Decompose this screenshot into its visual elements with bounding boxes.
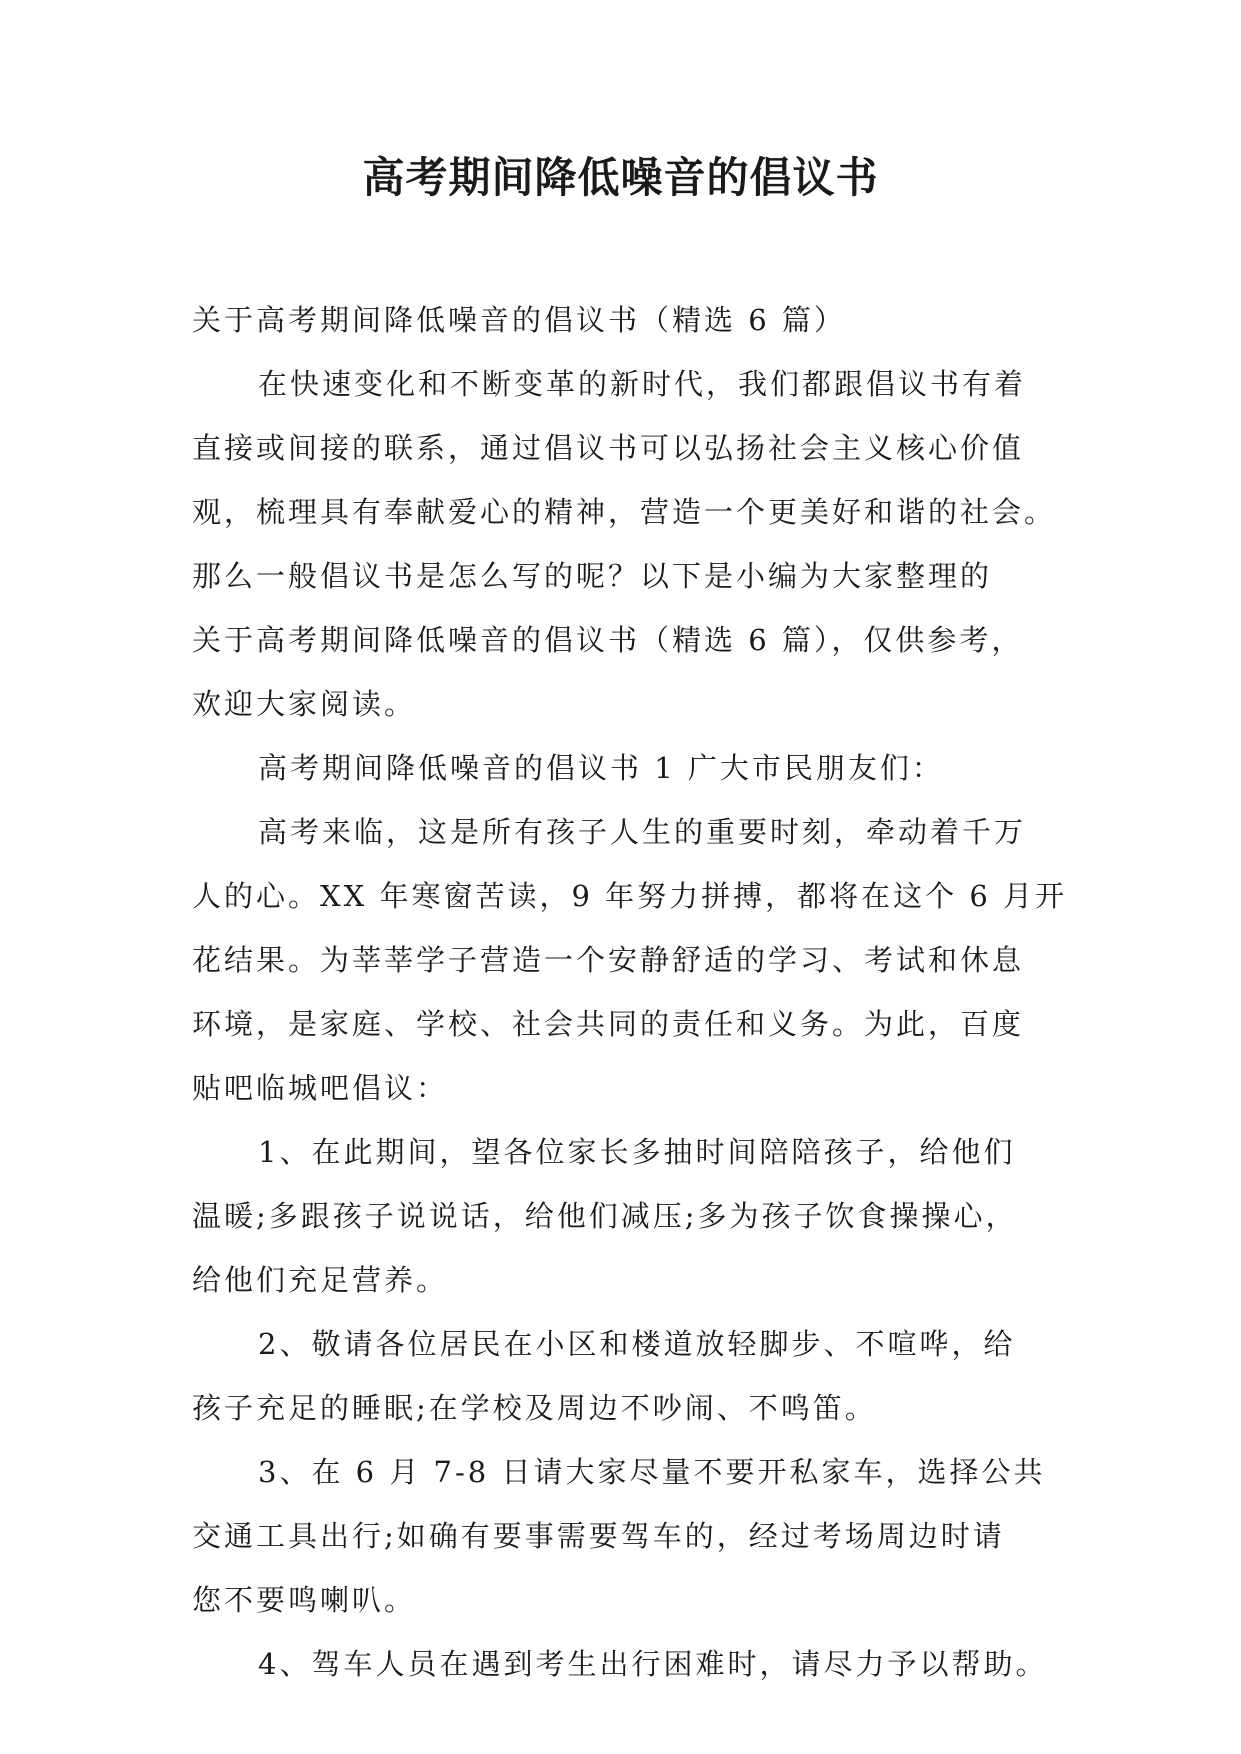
text-line: 您不要鸣喇叭。	[192, 1583, 417, 1617]
text-line: 花结果。为莘莘学子营造一个安静舒适的学习、考试和休息	[192, 943, 1025, 977]
text-line: 1、在此期间，望各位家长多抽时间陪陪孩子，给他们	[258, 1135, 1016, 1169]
text-line: 直接或间接的联系，通过倡议书可以弘扬社会主义核心价值	[192, 431, 1025, 465]
text-line: 人的心。XX 年寒窗苦读，9 年努力拼搏，都将在这个 6 月开	[192, 879, 1068, 913]
text-line: 孩子充足的睡眠;在学校及周边不吵闹、不鸣笛。	[192, 1391, 877, 1425]
text-line: 2、敬请各位居民在小区和楼道放轻脚步、不喧哗，给	[258, 1327, 1016, 1361]
text-line: 关于高考期间降低噪音的倡议书（精选 6 篇），仅供参考，	[192, 623, 1024, 657]
text-line: 观，梳理具有奉献爱心的精神，营造一个更美好和谐的社会。	[192, 495, 1057, 529]
text-line: 环境，是家庭、学校、社会共同的责任和义务。为此，百度	[192, 1007, 1025, 1041]
text-line: 高考来临，这是所有孩子人生的重要时刻，牵动着千万	[258, 815, 1027, 849]
text-line: 交通工具出行;如确有要事需要驾车的，经过考场周边时请	[192, 1519, 1005, 1553]
text-line: 关于高考期间降低噪音的倡议书（精选 6 篇）	[192, 303, 846, 337]
document-title: 高考期间降低噪音的倡议书	[362, 153, 879, 202]
text-line: 温暖;多跟孩子说说话，给他们减压;多为孩子饮食操操心，	[192, 1199, 1018, 1233]
document-body	[192, 288, 1068, 1696]
text-line: 4、驾车人员在遇到考生出行困难时，请尽力予以帮助。	[258, 1647, 1048, 1681]
text-line: 在快速变化和不断变革的新时代，我们都跟倡议书有着	[258, 367, 1027, 401]
text-line: 贴吧临城吧倡议：	[192, 1071, 449, 1105]
text-line: 3、在 6 月 7-8 日请大家尽量不要开私家车，选择公共	[258, 1455, 1046, 1489]
text-line: 高考期间降低噪音的倡议书 1 广大市民朋友们：	[258, 751, 944, 785]
text-line: 那么一般倡议书是怎么写的呢？以下是小编为大家整理的	[192, 559, 993, 593]
text-line: 欢迎大家阅读。	[192, 687, 417, 721]
text-line: 给他们充足营养。	[192, 1263, 449, 1297]
